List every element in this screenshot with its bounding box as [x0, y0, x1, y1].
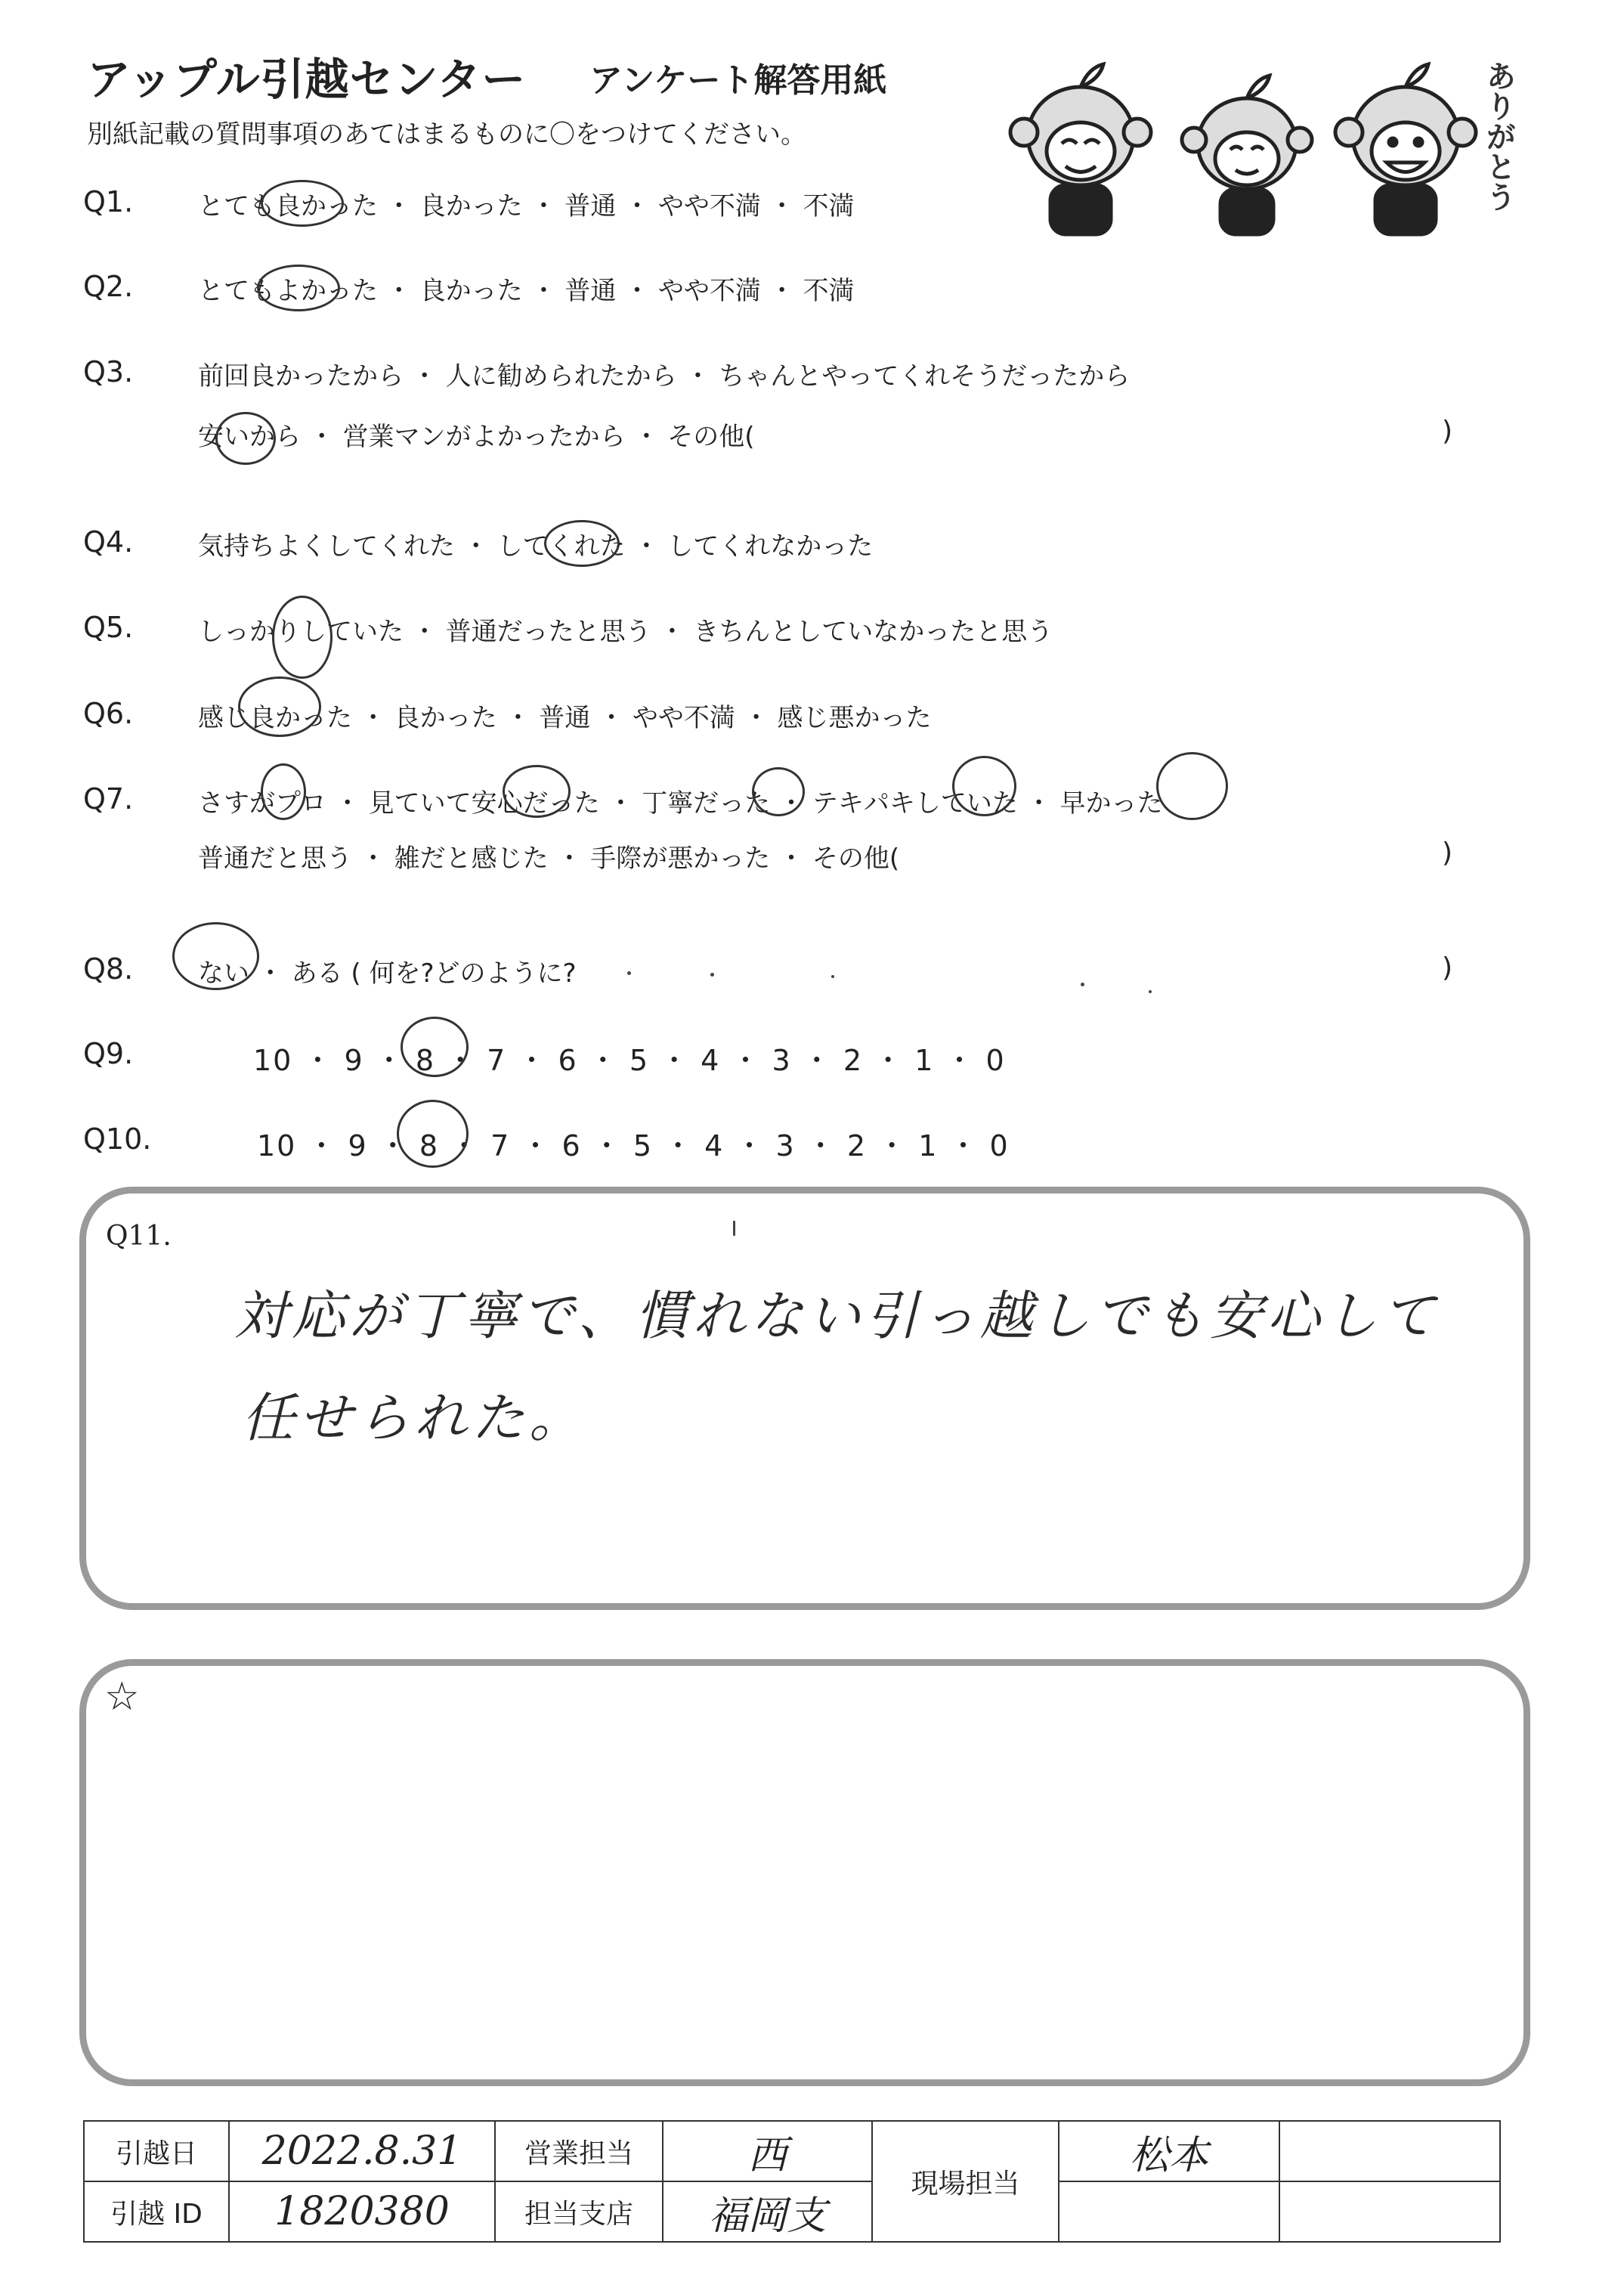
- branch-label: 担当支店: [495, 2181, 663, 2242]
- q6-options: 感じ良かった ・ 良かった ・ 普通 ・ やや不満 ・ 感じ悪かった: [198, 703, 932, 733]
- q8-close-paren: ): [1442, 952, 1453, 983]
- q9-scale: 10 ・ 9 ・ 8 ・ 7 ・ 6 ・ 5 ・ 4 ・ 3 ・ 2 ・ 1 ・ 0: [253, 1044, 1006, 1077]
- q7-selection-circle-4: [952, 756, 1016, 816]
- q8-selection-circle: [172, 922, 259, 990]
- q4-number: Q4.: [83, 525, 134, 559]
- q5-options: しっかりしていた ・ 普通だったと思う ・ きちんとしていなかったと思う: [198, 617, 1053, 647]
- move-id-label: 引越 ID: [84, 2181, 229, 2242]
- q4-selection-circle: [544, 520, 620, 567]
- form-subtitle: アンケート解答用紙: [589, 61, 887, 100]
- q7-number: Q7.: [83, 782, 134, 816]
- q5-number: Q5.: [83, 611, 134, 644]
- q9-number: Q9.: [83, 1037, 134, 1070]
- q3-number: Q3.: [83, 355, 134, 389]
- q6-number: Q6.: [83, 697, 134, 730]
- q10-scale: 10 ・ 9 ・ 8 ・ 7 ・ 6 ・ 5 ・ 4 ・ 3 ・ 2 ・ 1 ・ 0: [257, 1129, 1010, 1162]
- site-rep-empty-cell: [1059, 2181, 1279, 2242]
- q4-options: 気持ちよくしてくれた ・ してくれた ・ してくれなかった: [198, 531, 874, 562]
- monkey-mascots-illustration: [982, 45, 1511, 242]
- q7-selection-circle-2: [503, 765, 571, 818]
- q1-options: とても良かった ・ 良かった ・ 普通 ・ やや不満 ・ 不満: [198, 191, 855, 221]
- q11-label: Q11.: [106, 1221, 172, 1252]
- sales-rep-value: 西: [663, 2121, 872, 2181]
- q7-selection-circle-3: [752, 767, 805, 816]
- company-title: アップル引越センター: [87, 54, 527, 105]
- q3-options-line1: 前回良かったから ・ 人に勧められたから ・ ちゃんとやってくれそうだったから: [198, 361, 1131, 392]
- q9-selection-circle: [401, 1017, 469, 1077]
- q10-number: Q10.: [83, 1122, 152, 1156]
- branch-value: 福岡支: [663, 2181, 872, 2242]
- star-icon: ☆: [104, 1674, 140, 1720]
- scan-speck: [831, 975, 834, 978]
- q3-close-paren: ): [1442, 416, 1453, 447]
- move-date-value: 2022.8.31: [229, 2121, 495, 2181]
- q10-selection-circle: [397, 1100, 469, 1168]
- q7-options-line1: さすがプロ ・ 見ていて安心だった ・ 丁寧だった ・ テキパキしていた ・ 早かった: [198, 788, 1163, 819]
- site-rep-label: 現場担当: [872, 2121, 1059, 2242]
- thank-you-illustration-text: ありがとう: [1481, 60, 1516, 212]
- q2-selection-circle: [257, 265, 340, 311]
- q7-selection-circle-1: [261, 763, 306, 820]
- scan-speck: [1081, 983, 1084, 986]
- q1-number: Q1.: [83, 185, 134, 218]
- site-rep-empty-cell-2: [1279, 2181, 1500, 2242]
- q3-options-line2: 安いから ・ 営業マンがよかったから ・ その他(: [198, 422, 755, 452]
- form-instructions: 別紙記載の質問事項のあてはまるものに〇をつけてください。: [87, 119, 806, 150]
- q2-number: Q2.: [83, 270, 134, 303]
- scan-speck: [710, 973, 714, 977]
- site-rep-value: 松本: [1059, 2121, 1279, 2181]
- move-id-value: 1820380: [229, 2181, 495, 2242]
- scan-speck: [627, 971, 631, 975]
- q1-selection-circle: [261, 180, 344, 227]
- site-rep-extra-cell: [1279, 2121, 1500, 2181]
- q2-options: とてもよかった ・ 良かった ・ 普通 ・ やや不満 ・ 不満: [198, 276, 855, 306]
- move-date-label: 引越日: [84, 2121, 229, 2181]
- q5-selection-circle: [272, 596, 333, 679]
- star-comment-box: [79, 1659, 1530, 2086]
- q11-handwritten-line2: 任せられた。: [242, 1387, 586, 1449]
- sales-rep-label: 営業担当: [495, 2121, 663, 2181]
- q8-options: ない ・ ある ( 何を?どのように?: [198, 958, 577, 989]
- q3-selection-circle: [215, 412, 276, 465]
- q8-number: Q8.: [83, 952, 134, 986]
- q7-close-paren: ): [1442, 837, 1453, 868]
- footer-info-table: [83, 2120, 1501, 2243]
- q6-selection-circle: [238, 676, 321, 737]
- scan-speck: [1149, 990, 1152, 993]
- q7-options-line2: 普通だと思う ・ 雑だと感じた ・ 手際が悪かった ・ その他(: [198, 844, 900, 874]
- q7-selection-circle-5: [1156, 752, 1228, 820]
- q11-handwritten-line1: 対応が丁寧で、慣れない引っ越しでも安心して: [234, 1285, 1440, 1347]
